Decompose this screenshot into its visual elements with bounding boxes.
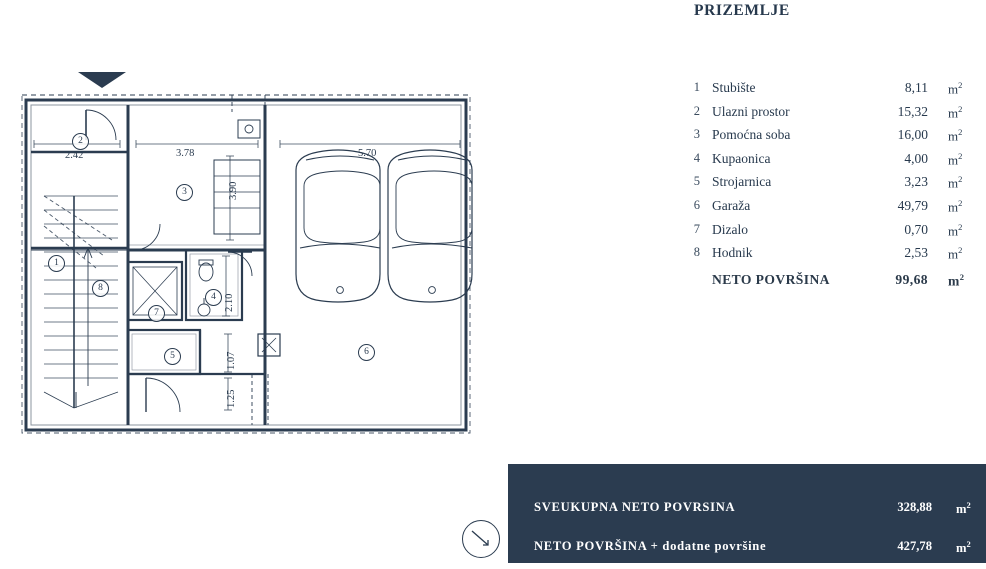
legend-list [686, 80, 986, 269]
legend-row-unit: $m^2$ [948, 150, 963, 168]
summary-row-total-net [508, 500, 986, 530]
legend-total-unit: $m^2$ [948, 272, 965, 289]
room-marker-3: 3 [176, 184, 193, 201]
compass-icon [462, 520, 500, 558]
legend-row-unit: $m^2$ [948, 80, 963, 97]
legend-row-name: Pomoćna soba [712, 127, 791, 143]
legend-row-area: 2,53 [904, 245, 928, 261]
legend-row-area: 15,32 [897, 103, 928, 119]
summary-panel [508, 464, 986, 563]
summary-label: NETO POVRŠINA + dodatne površine [534, 539, 767, 553]
room-marker-4: 4 [205, 289, 222, 306]
legend-row-name: Ulazni prostor [712, 103, 790, 119]
legend-row-unit: $m^2$ [948, 245, 963, 262]
legend-row-number: 4 [693, 150, 700, 165]
legend-row-area: 49,79 [897, 197, 928, 213]
dimension-label-3-90: 3.90 [228, 181, 239, 200]
legend-row-unit: $m^2$ [948, 221, 963, 238]
legend-row [686, 127, 986, 151]
legend-row [686, 80, 986, 104]
legend-row-number: 8 [693, 245, 700, 260]
room-marker-6: 6 [358, 344, 375, 361]
legend-row-area: 16,00 [897, 127, 928, 143]
legend-row [686, 245, 986, 269]
room-marker-7: 7 [148, 305, 165, 322]
dimension-label-2-42: 2.42 [65, 150, 84, 161]
legend-row-area: 8,11 [904, 80, 928, 95]
summary-unit: $m^2$ [956, 500, 971, 517]
legend-row [686, 104, 986, 128]
summary-label: SVEUKUPNA NETO POVRSINA [534, 500, 736, 514]
summary-value: 328,88 [897, 500, 932, 514]
room-marker-5: 5 [164, 348, 181, 365]
legend-title: PRIZEMLJE [694, 2, 790, 19]
floor-plan-drawing [0, 0, 604, 452]
legend-row-number: 2 [693, 103, 700, 118]
legend-row [686, 222, 986, 246]
legend-row-unit: $m^2$ [948, 127, 963, 144]
summary-value: 427,78 [897, 539, 932, 553]
legend-row-number: 6 [693, 197, 700, 212]
legend-row-number: 7 [693, 221, 700, 236]
legend-row-name: Strojarnica [712, 174, 772, 190]
dimension-label-1-25: 1.25 [226, 389, 237, 408]
legend-total-row [686, 272, 986, 294]
legend-row-name: Garaža [712, 197, 751, 213]
legend-row-number: 3 [693, 127, 700, 142]
legend-row-name: Kupaonica [712, 150, 771, 166]
room-marker-2: 2 [72, 133, 89, 150]
legend-row [686, 198, 986, 222]
legend-row-number: 5 [693, 174, 700, 189]
dimension-label-3-78: 3.78 [176, 148, 195, 159]
dimension-label-1-07: 1.07 [226, 351, 237, 370]
dimension-label-2-10: 2.10 [224, 293, 235, 312]
legend-row [686, 151, 986, 175]
legend-total-label: NETO POVRŠINA [712, 272, 830, 287]
legend-row-name: Hodnik [712, 245, 753, 261]
legend-row-area: 3,23 [904, 174, 928, 190]
room-marker-1: 1 [48, 255, 65, 272]
legend-row-name: Stubište [712, 80, 756, 95]
legend-row-name: Dizalo [712, 221, 748, 237]
floor-plan-svg [0, 0, 604, 452]
entry-arrow-icon [78, 72, 126, 88]
summary-row-net-plus-extra [508, 539, 986, 569]
legend-row-area: 0,70 [904, 221, 928, 237]
legend-row-unit: $m^2$ [948, 197, 963, 215]
legend-row-unit: $m^2$ [948, 174, 963, 191]
legend-row [686, 174, 986, 198]
legend-row-number: 1 [693, 80, 700, 94]
dimension-label-5-70: 5.70 [358, 148, 377, 159]
legend-row-unit: $m^2$ [948, 103, 963, 120]
room-marker-8: 8 [92, 280, 109, 297]
summary-unit: $m^2$ [956, 539, 971, 556]
legend-total-area: 99,68 [895, 272, 928, 287]
legend-row-area: 4,00 [904, 150, 928, 166]
legend-panel [604, 0, 986, 452]
